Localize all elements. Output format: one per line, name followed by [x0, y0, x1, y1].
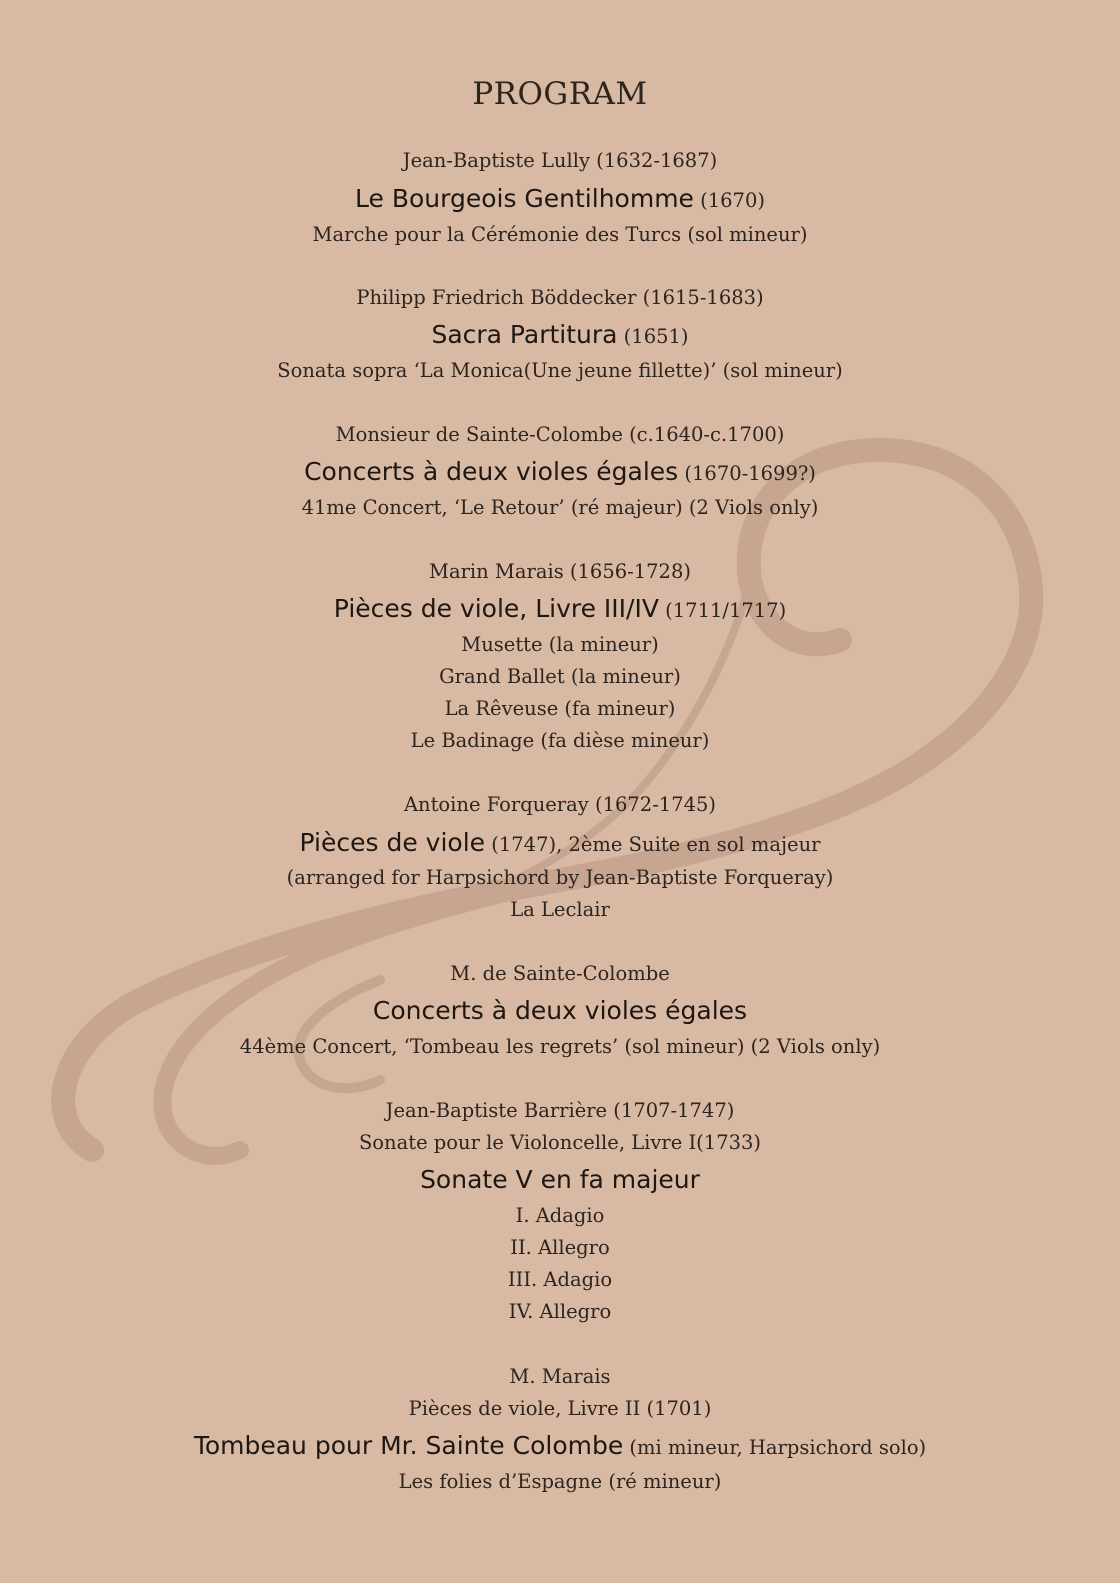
composer-name: Jean-Baptiste Lully (1632-1687) — [402, 149, 718, 172]
composer-name: M. de Sainte-Colombe — [450, 962, 670, 985]
piece-item: Le Badinage (fa dièse mineur) — [410, 729, 710, 752]
piece-item: Les folies d’Espagne (ré mineur) — [398, 1470, 722, 1493]
piece-item: III. Adagio — [507, 1268, 613, 1291]
work-details: (mi mineur, Harpsichord solo) — [623, 1436, 927, 1459]
piece-item: Grand Ballet (la mineur) — [439, 665, 681, 688]
composer-name: M. Marais — [509, 1365, 611, 1388]
work-title: Sonate V en fa majeur — [420, 1165, 700, 1194]
collection-title: Sonate pour le Violoncelle, Livre I(1733) — [358, 1131, 762, 1154]
piece-item: Sonata sopra ‘La Monica(Une jeune fillette)’ (sol mineur) — [277, 359, 843, 382]
work-title: Pièces de viole — [299, 828, 486, 857]
work-line — [0, 830, 1120, 855]
work-line — [0, 322, 1120, 347]
work-title: Le Bourgeois Gentilhomme — [355, 184, 694, 213]
piece-item: IV. Allegro — [508, 1300, 612, 1323]
page-title: PROGRAM — [472, 76, 648, 112]
piece-item: Musette (la mineur) — [461, 633, 659, 656]
work-line — [0, 998, 1120, 1023]
piece-item: I. Adagio — [515, 1204, 605, 1227]
work-title: Sacra Partitura — [431, 320, 618, 349]
composer-name: Monsieur de Sainte-Colombe (c.1640-c.1700) — [335, 423, 785, 446]
work-title: Tombeau pour Mr. Sainte Colombe — [193, 1431, 624, 1460]
work-details: (1651) — [617, 325, 689, 348]
work-line — [0, 459, 1120, 484]
piece-item: 41me Concert, ‘Le Retour’ (ré majeur) (2 Viols only) — [301, 496, 819, 519]
composer-name: Jean-Baptiste Barrière (1707-1747) — [385, 1099, 735, 1122]
work-title: Concerts à deux violes égales — [304, 457, 679, 486]
piece-item: II. Allegro — [510, 1236, 610, 1259]
work-details: (1711/1717) — [658, 599, 787, 622]
work-details: (1747), 2ème Suite en sol majeur — [485, 833, 821, 856]
piece-item: Marche pour la Cérémonie des Turcs (sol mineur) — [312, 223, 808, 246]
work-title: Pièces de viole, Livre III/IV — [333, 594, 659, 623]
piece-item: (arranged for Harpsichord by Jean-Baptiste Forqueray) — [286, 866, 834, 889]
work-line — [0, 186, 1120, 211]
composer-name: Marin Marais (1656-1728) — [429, 560, 691, 583]
work-line — [0, 1433, 1120, 1458]
piece-item: 44ème Concert, ‘Tombeau les regrets’ (sol mineur) (2 Viols only) — [239, 1035, 881, 1058]
work-line — [0, 596, 1120, 621]
work-details: (1670-1699?) — [678, 462, 816, 485]
work-details: (1670) — [693, 189, 765, 212]
composer-name: Antoine Forqueray (1672-1745) — [403, 793, 717, 816]
work-title: Concerts à deux violes égales — [372, 996, 748, 1025]
piece-item: La Rêveuse (fa mineur) — [444, 697, 676, 720]
collection-title: Pièces de viole, Livre II (1701) — [408, 1397, 712, 1420]
composer-name: Philipp Friedrich Böddecker (1615-1683) — [356, 286, 764, 309]
piece-item: La Leclair — [510, 898, 610, 921]
work-line — [0, 1167, 1120, 1192]
